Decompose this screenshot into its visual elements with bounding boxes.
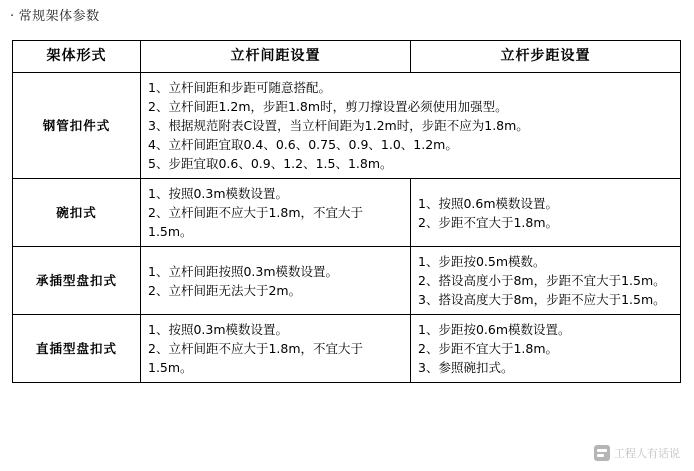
row-label-steel-pipe-coupler: 钢管扣件式 <box>13 73 141 179</box>
column-header-step: 立杆步距设置 <box>411 41 681 73</box>
cell-line: 1、步距按0.6m模数设置。 <box>418 322 571 337</box>
table-row <box>13 179 681 247</box>
cell-line: 5、步距宜取0.6、0.9、1.2、1.5、1.8m。 <box>148 156 393 171</box>
column-header-spacing: 立杆间距设置 <box>141 41 411 73</box>
cell-line: 1、步距按0.5m模数。 <box>418 254 546 269</box>
row-label-cuplock: 碗扣式 <box>13 179 141 247</box>
row-label-straight-disc-lock: 直插型盘扣式 <box>13 315 141 383</box>
watermark <box>594 445 680 461</box>
cell-line: 3、参照碗扣式。 <box>418 360 514 375</box>
watermark-text: 工程人有话说 <box>614 447 680 460</box>
cell-socket-disc-lock-step <box>411 247 681 315</box>
cell-line: 1、立杆间距和步距可随意搭配。 <box>148 80 331 95</box>
cell-line: 1、按照0.3m模数设置。 <box>148 322 289 337</box>
cell-line: 2、步距不宜大于1.8m。 <box>418 214 559 230</box>
cell-line: 2、步距不宜大于1.8m。 <box>418 341 559 356</box>
cell-line: 2、立杆间距无法大于2m。 <box>148 282 302 298</box>
bullet-marker: · <box>10 9 15 24</box>
cell-straight-disc-lock-step <box>411 315 681 383</box>
cell-line: 3、根据规范附表C设置，当立杆间距为1.2m时，步距不应为1.8m。 <box>148 118 529 133</box>
cell-cuplock-spacing <box>141 179 411 247</box>
page-title-text: 常规架体参数 <box>18 9 100 24</box>
cell-straight-disc-lock-spacing <box>141 315 411 383</box>
cell-line: 4、立杆间距宜取0.4、0.6、0.75、0.9、1.0、1.2m。 <box>148 137 458 152</box>
cell-steel-pipe-coupler-spacing <box>141 73 681 179</box>
page-title <box>10 8 100 26</box>
cell-cuplock-step <box>411 179 681 247</box>
column-header-form: 架体形式 <box>13 41 141 73</box>
table-row <box>13 73 681 179</box>
cell-line: 2、立杆间距不应大于1.8m，不宜大于1.5m。 <box>148 205 364 239</box>
cell-line: 1、按照0.3m模数设置。 <box>148 186 289 201</box>
watermark-logo-icon <box>594 445 610 461</box>
cell-socket-disc-lock-spacing <box>141 247 411 315</box>
cell-line: 2、立杆间距1.2m，步距1.8m时，剪刀撑设置必须使用加强型。 <box>148 99 508 114</box>
cell-line: 1、立杆间距按照0.3m模数设置。 <box>148 263 339 279</box>
parameters-table <box>12 40 681 383</box>
table-row <box>13 315 681 383</box>
cell-line: 2、立杆间距不应大于1.8m，不宜大于1.5m。 <box>148 341 364 375</box>
table-row <box>13 247 681 315</box>
table-header-row <box>13 41 681 73</box>
cell-line: 1、按照0.6m模数设置。 <box>418 195 559 211</box>
row-label-socket-disc-lock: 承插型盘扣式 <box>13 247 141 315</box>
cell-line: 2、搭设高度小于8m，步距不宜大于1.5m。 <box>418 273 666 288</box>
cell-line: 3、搭设高度大于8m，步距不应大于1.5m。 <box>418 292 666 307</box>
